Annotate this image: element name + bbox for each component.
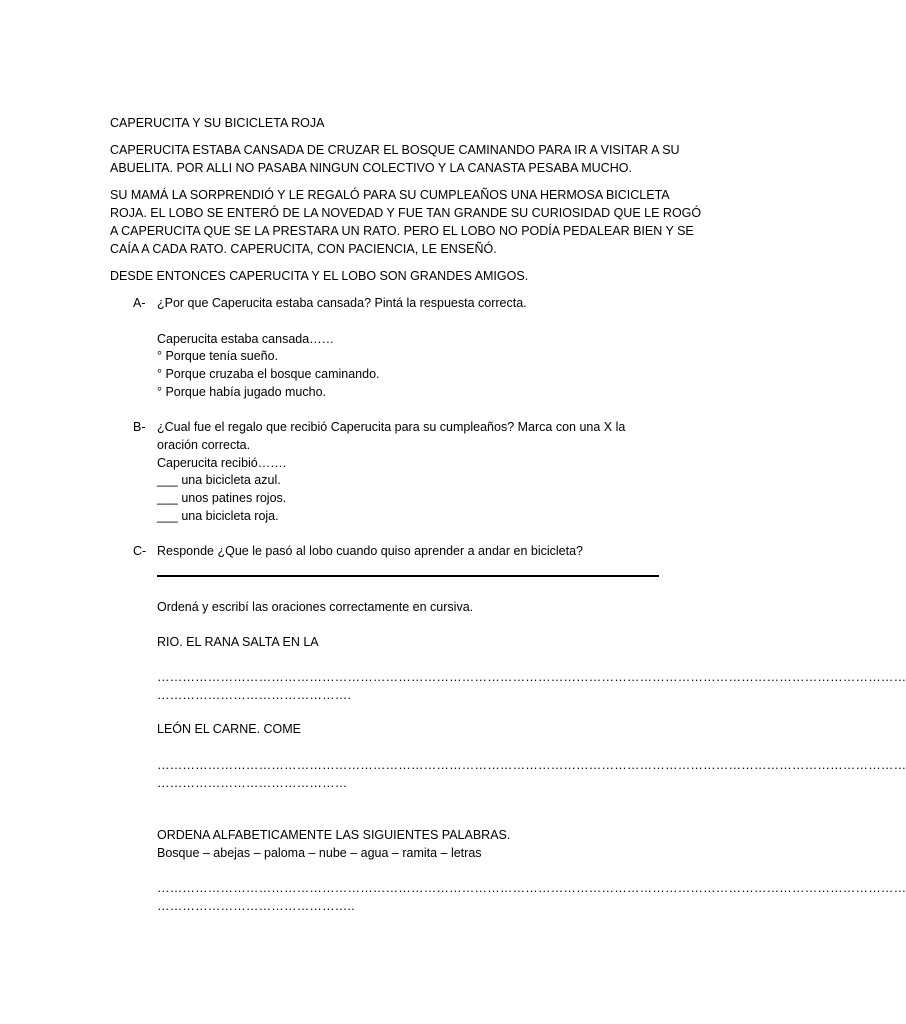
alphabetical-answer-line-1[interactable]: ……………………………………………………………………………………………………………………………………………………………	[157, 881, 906, 895]
question-b-option-3[interactable]: ___ una bicicleta roja.	[157, 509, 279, 523]
story-paragraph-1-line-2: ABUELITA. POR ALLI NO PASABA NINGUN COLECTIVO Y LA CANASTA PESABA MUCHO.	[110, 161, 632, 175]
question-c-answer-line[interactable]	[157, 575, 659, 577]
question-b-marker: B-	[133, 420, 146, 434]
alphabetical-instruction: ORDENA ALFABETICAMENTE LAS SIGUIENTES PALABRAS.	[157, 828, 511, 842]
question-a-marker: A-	[133, 296, 146, 310]
ordering-answer-2-line-1[interactable]: ……………………………………………………………………………………………………………………………………………………………	[157, 758, 906, 772]
question-b-option-2[interactable]: ___ unos patines rojos.	[157, 491, 287, 505]
story-paragraph-1-line-1: CAPERUCITA ESTABA CANSADA DE CRUZAR EL BOSQUE CAMINANDO PARA IR A VISITAR A SU	[110, 143, 680, 157]
alphabetical-answer-line-2[interactable]: ………………………………………..	[157, 899, 355, 913]
question-a-option-2[interactable]: ° Porque cruzaba el bosque caminando.	[157, 367, 380, 381]
ordering-answer-1-line-2[interactable]: ……………………………………….	[157, 688, 352, 702]
question-a-option-1[interactable]: ° Porque tenía sueño.	[157, 349, 279, 363]
story-paragraph-2-line-1: SU MAMÁ LA SORPRENDIÓ Y LE REGALÓ PARA SU CUMPLEAÑOS UNA HERMOSA BICICLETA	[110, 188, 670, 202]
question-a-stem: Caperucita estaba cansada……	[157, 332, 335, 346]
story-paragraph-2-line-3: A CAPERUCITA QUE SE LA PRESTARA UN RATO. PERO EL LOBO NO PODÍA PEDALEAR BIEN Y SE	[110, 224, 694, 238]
question-b-stem: Caperucita recibió…….	[157, 456, 287, 470]
story-paragraph-3: DESDE ENTONCES CAPERUCITA Y EL LOBO SON GRANDES AMIGOS.	[110, 269, 529, 283]
question-b-option-1[interactable]: ___ una bicicleta azul.	[157, 473, 281, 487]
ordering-answer-2-line-2[interactable]: ………………………………………	[157, 776, 348, 790]
question-c-marker: C-	[133, 544, 147, 558]
story-title: CAPERUCITA Y SU BICICLETA ROJA	[110, 116, 325, 130]
alphabetical-words: Bosque – abejas – paloma – nube – agua – ramita – letras	[157, 846, 482, 860]
ordering-answer-1-line-1[interactable]: ……………………………………………………………………………………………………………………………………………………………	[157, 670, 906, 684]
question-b-text-line-1: ¿Cual fue el regalo que recibió Caperucita para su cumpleaños? Marca con una X la	[157, 420, 626, 434]
question-a-option-3[interactable]: ° Porque había jugado mucho.	[157, 385, 327, 399]
ordering-sentence-1: RIO. EL RANA SALTA EN LA	[157, 635, 319, 649]
question-a-text: ¿Por que Caperucita estaba cansada? Pintá la respuesta correcta.	[157, 296, 527, 310]
story-paragraph-2-line-2: ROJA. EL LOBO SE ENTERÓ DE LA NOVEDAD Y FUE TAN GRANDE SU CURIOSIDAD QUE LE ROGÓ	[110, 206, 702, 220]
question-b-text-line-2: oración correcta.	[157, 438, 251, 452]
ordering-instruction: Ordená y escribí las oraciones correctamente en cursiva.	[157, 600, 474, 614]
question-c-text: Responde ¿Que le pasó al lobo cuando quiso aprender a andar en bicicleta?	[157, 544, 583, 558]
ordering-sentence-2: LEÓN EL CARNE. COME	[157, 722, 302, 736]
story-paragraph-2-line-4: CAÍA A CADA RATO. CAPERUCITA, CON PACIENCIA, LE ENSEÑÓ.	[110, 242, 497, 256]
